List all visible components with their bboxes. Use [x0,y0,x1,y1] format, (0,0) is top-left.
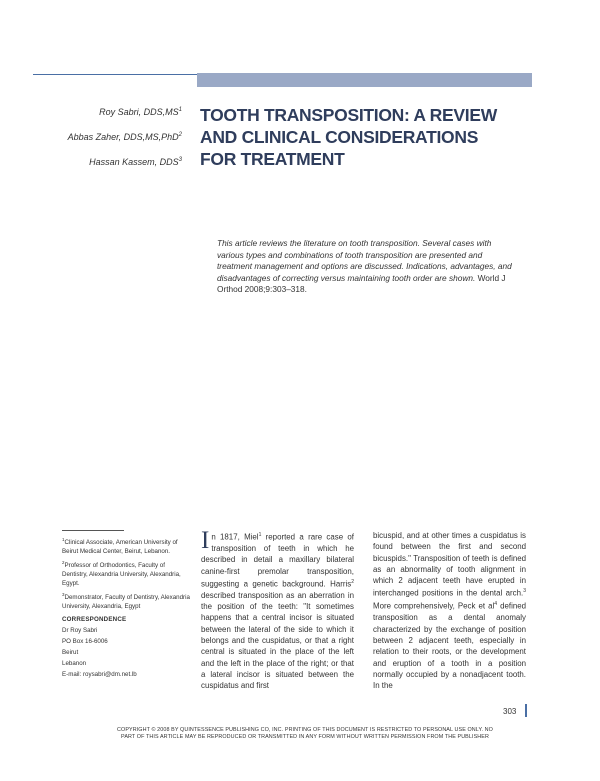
affiliation-1: $^1$Clinical Associate, American University of Beirut Medical Center, Beirut, Lebanon. [62,537,178,556]
footnotes [62,535,190,681]
footnote-rule [62,530,124,531]
author-1: Roy Sabri, $DDS,MS^1$ [99,107,182,117]
copyright-line-1: COPYRIGHT © 2008 BY QUINTESSENCE PUBLISHING CO, INC. PRINTING OF THIS DOCUMENT IS RESTRICTED TO PERSONAL USE ONLY. NO [117,727,493,733]
affiliation-3: $^3$Demonstrator, Faculty of Dentistry, Alexandria University, Alexandria, Egypt [62,592,190,611]
correspondence-pobox: PO Box 16-6006 [62,638,108,646]
correspondence-name: Dr Roy Sabri [62,627,98,635]
header-rule [33,74,197,75]
correspondence-country: Lebanon [62,660,87,668]
article-title: TOOTH TRANSPOSITION: A REVIEW AND CLINICAL CONSIDERATIONS FOR TREATMENT [200,105,497,169]
author-2: Abbas Zaher, DDS,MS,PhD$^2$ [67,132,182,142]
copyright-notice [95,727,515,742]
reference-marker: 4 [494,601,498,608]
author-3: Hassan Kassem, DDS$^3$ [89,157,182,167]
drop-cap: I [201,527,210,554]
header-accent-bar [197,73,532,87]
body-column-2 [373,530,526,691]
abstract-text: This article reviews the literature on tooth transposition. Several cases with various types and combinations of tooth transposition are presented and treatment management and options are discussed. Indications, advantages, and disadvantages of correcting versus maintaining tooth order are shown. [217,238,512,283]
reference-marker: 1 [258,532,262,538]
body-paragraph-2: bicuspid, and at other times a cuspidatus is found between the first and second bicuspids." Transposition of teeth is defined as an abnormality of tooth alignment in which 2 adjacent teeth have erupted in interchanged positions in the dental arch.$^3$ More comprehensively, Peck et $al^4$ defined transposition as a dental anomaly characterized by the exchange of position between 2 adjacent teeth, especially in relation to their roots, or the development and eruption of a tooth in a position normally occupied by a nonadjacent tooth. In the [373,531,526,691]
author-list [62,104,182,179]
affiliation-2: $^2$Professor of Orthodontics, Faculty of Dentistry, Alexandria University, Alexandria, Egypt. [62,560,181,588]
body-paragraph-1: In 1817, Miel$^1$ reported a rare case of transposition of teeth in which he described in detail a maxillary bilateral canine-first premolar transposition, suggesting a genetic background. Harris$^2$ described transposition as an aberration in the position of the teeth: "It sometimes happens that a central incisor is situated between the lateral of the side to which it belongs and the cuspidatus, or that a right central is situated in the place of the left and the left in the place of the right; or that a lateral incisor is situated between the cuspidatus and first [201,527,354,691]
reference-marker: 3 [523,588,526,595]
reference-marker: 2 [351,578,354,585]
abstract [217,238,517,296]
page-number: 303 [503,707,517,716]
body-column-1 [201,527,354,691]
page-number-bar [525,704,527,717]
correspondence-email: E-mail: roysabri@dm.net.lb [62,671,137,679]
abstract-citation: World J Orthod 2008;9:303–318. [217,272,506,295]
correspondence-city: Beirut [62,649,79,657]
correspondence-heading: CORRESPONDENCE [62,616,127,624]
copyright-line-2: PART OF THIS ARTICLE MAY BE REPRODUCED OR TRANSMITTED IN ANY FORM WITHOUT WRITTEN PERMISSION FROM THE PUBLISHER [121,734,489,741]
